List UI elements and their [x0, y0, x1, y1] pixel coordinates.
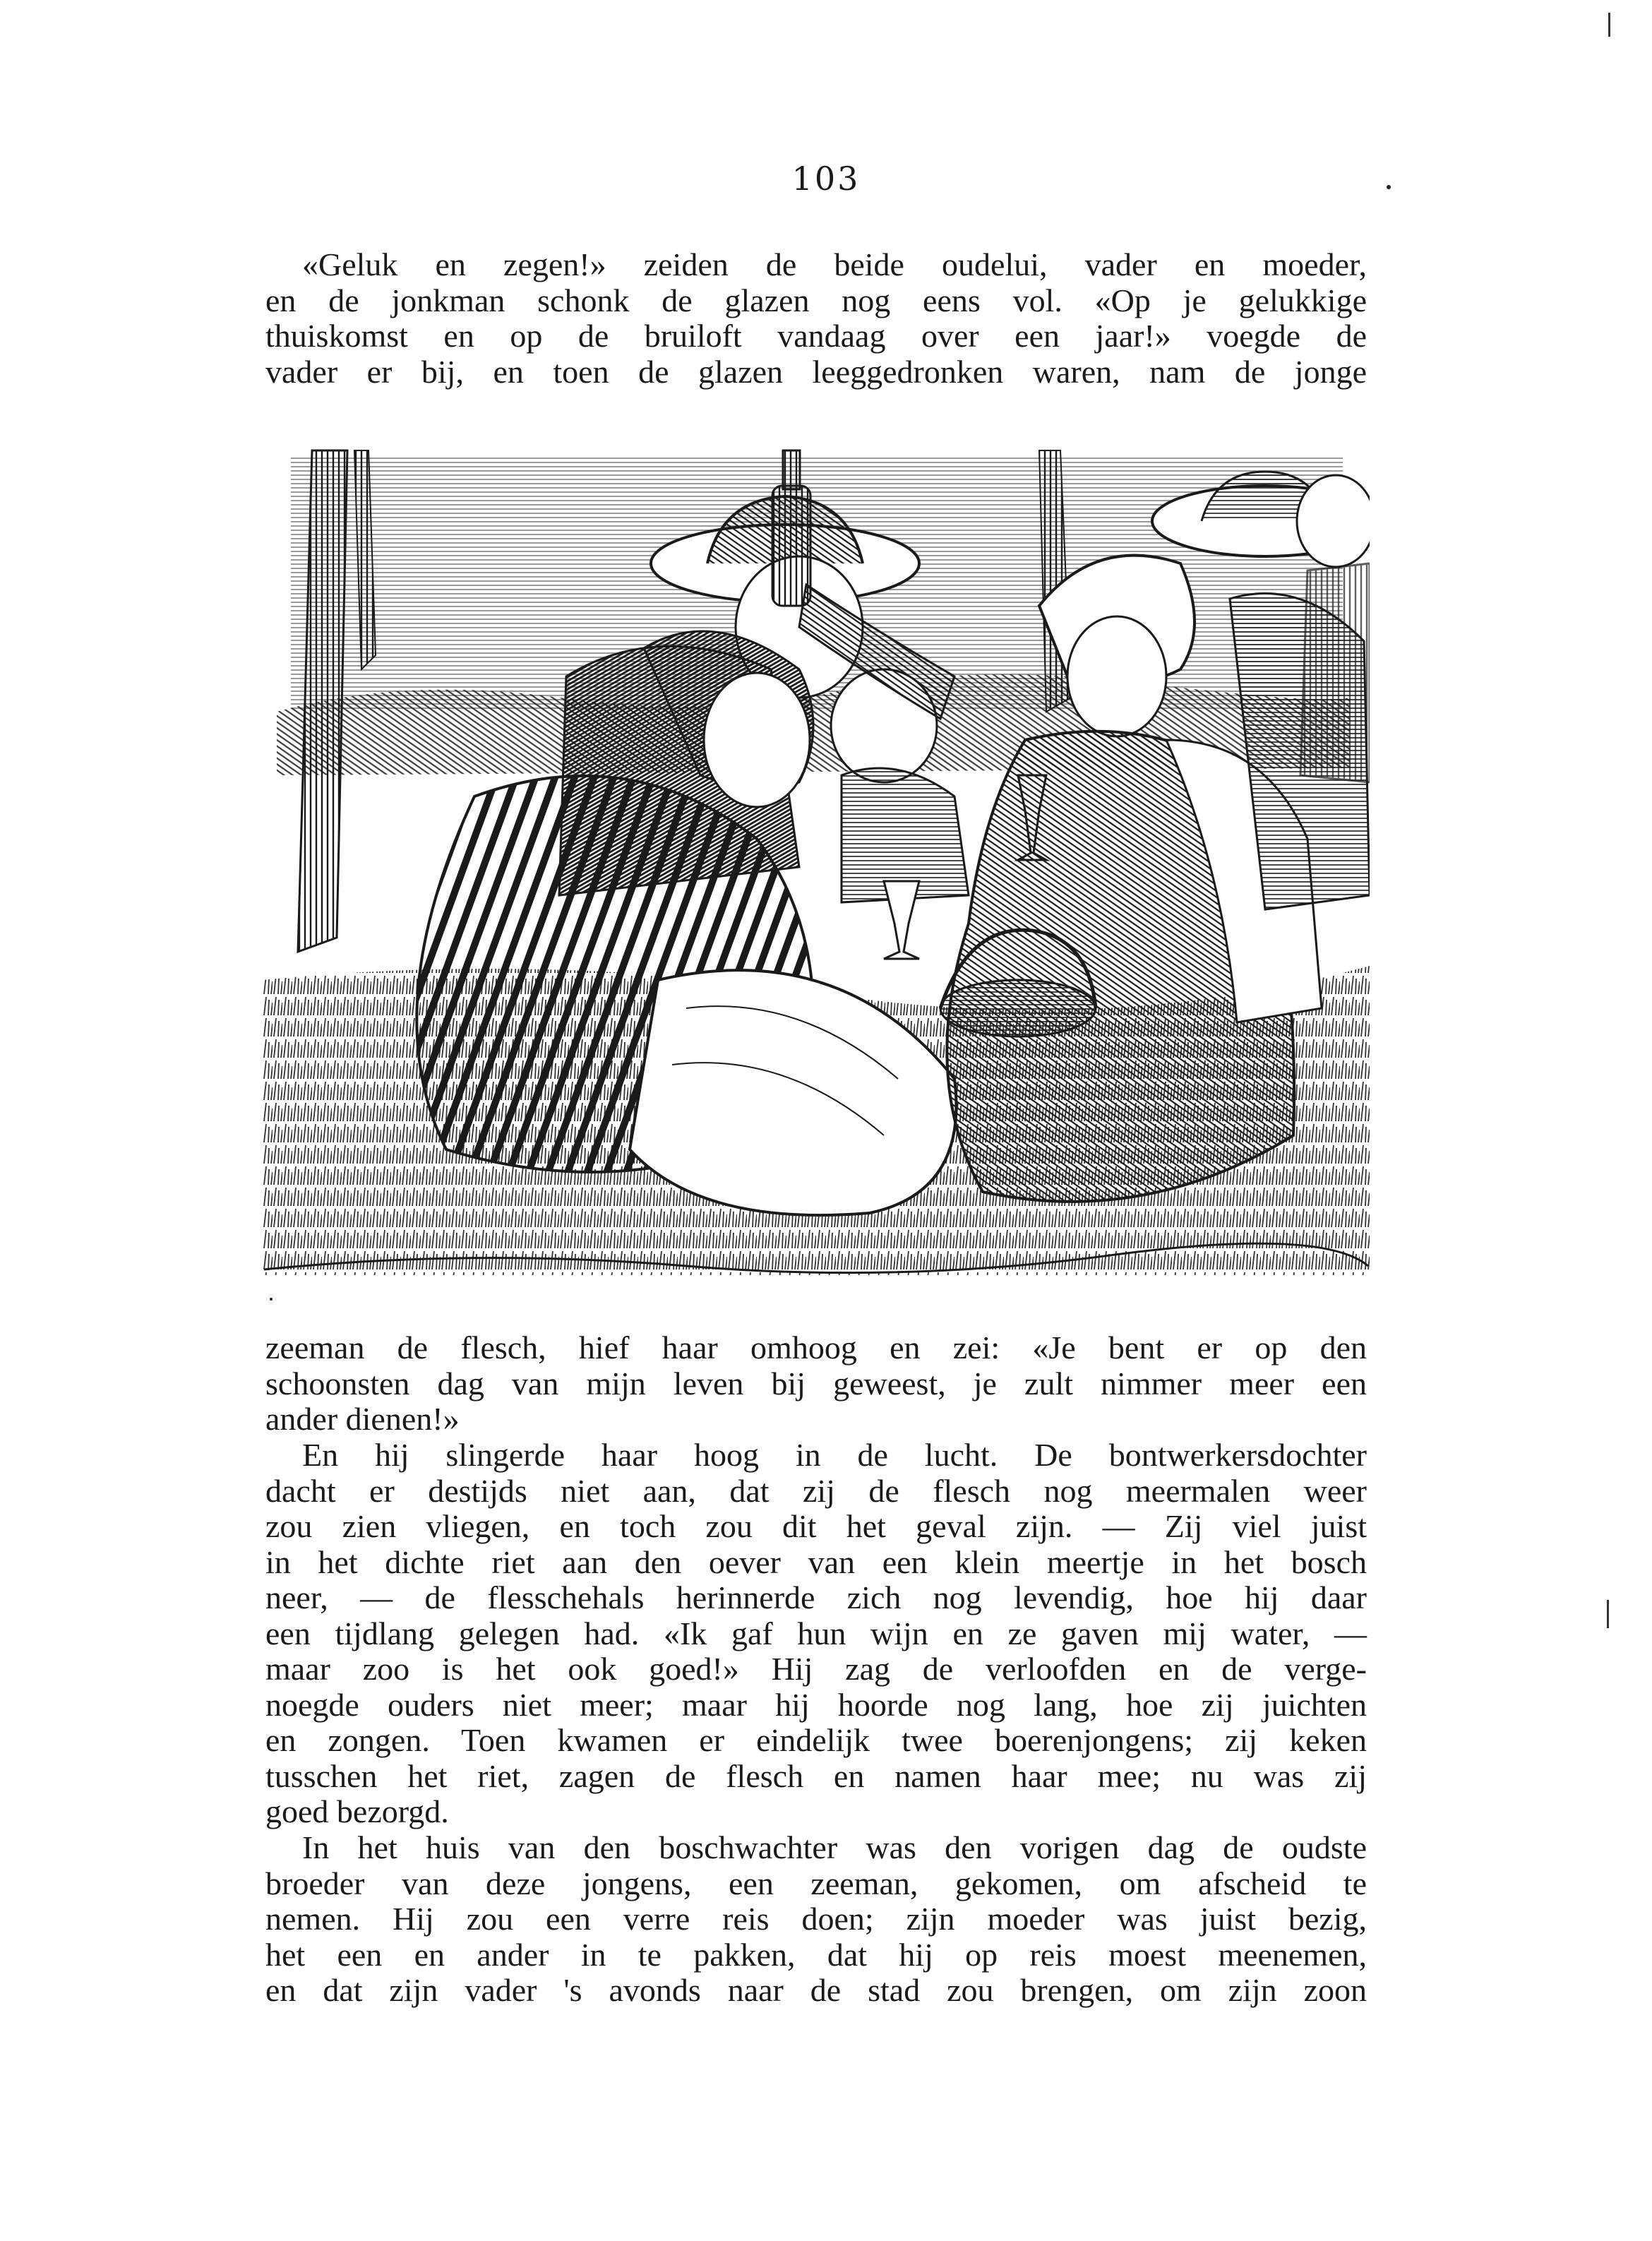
text-line: En hij slingerde haar hoog in de lucht. De bontwerkersdochter [302, 1437, 1367, 1473]
text-line: vader er bij, en toen de glazen leeggedronken waren, nam de jonge [265, 353, 1367, 390]
scan-edge-mark [1607, 1600, 1609, 1628]
text-line: het een en ander in te pakken, dat hij op reis moest meenemen, [265, 1936, 1367, 1973]
text-line: in het dichte riet aan den oever van een klein meertje in het bosch [265, 1543, 1367, 1580]
text-line: ander dienen!» [265, 1401, 460, 1437]
text-line: tusschen het riet, zagen de flesch en namen haar mee; nu was zij [265, 1757, 1367, 1794]
text-line: dacht er destijds niet aan, dat zij de flesch nog meermalen weer [265, 1472, 1367, 1509]
text-line: nemen. Hij zou een verre reis doen; zijn moeder was juist bezig, [265, 1901, 1367, 1937]
text-line: neer, — de flesschehals herinnerde zich nog levendig, hoe hij daar [265, 1579, 1367, 1615]
text-line: noegde ouders niet meer; maar hij hoorde nog lang, hoe zij juichten [265, 1686, 1367, 1723]
paragraph-1 [265, 247, 1367, 390]
text-line: maar zoo is het ook goed!» Hij zag de verloofden en de verge- [265, 1651, 1367, 1687]
engraving-illustration [263, 443, 1370, 1275]
text-line: een tijdlang gelegen had. «Ik gaf hun wijn en ze gaven mij water, — [265, 1615, 1367, 1651]
paragraph-3 [265, 1438, 1367, 1830]
scan-speck [1387, 185, 1391, 189]
text-line: en de jonkman schonk de glazen nog eens vol. «Op je gelukkige [265, 282, 1367, 318]
paragraph-4 [265, 1830, 1367, 2009]
paragraph-2 [265, 1330, 1367, 1438]
scan-speck [270, 1298, 273, 1301]
text-line: thuiskomst en op de bruiloft vandaag over een jaar!» voegde de [265, 318, 1367, 354]
text-line: en dat zijn vader 's avonds naar de stad zou brengen, om zijn zoon [265, 1972, 1367, 2008]
text-line: zou zien vliegen, en toch zou dit het geval zijn. — Zij viel juist [265, 1508, 1367, 1544]
text-line: schoonsten dag van mijn leven bij geweest, je zult nimmer meer een [265, 1365, 1367, 1402]
picnic-scene-engraving [263, 443, 1370, 1275]
text-line: «Geluk en zegen!» zeiden de beide oudelui, vader en moeder, [302, 246, 1367, 282]
text-line: zeeman de flesch, hief haar omhoog en zei: «Je bent er op den [265, 1329, 1367, 1365]
page-number: 103 [791, 160, 861, 198]
text-line: broeder van deze jongens, een zeeman, gekomen, om afscheid te [265, 1865, 1367, 1901]
scan-edge-mark [1608, 13, 1610, 37]
text-line: goed bezorgd. [265, 1793, 449, 1829]
text-line: en zongen. Toen kwamen er eindelijk twee boerenjongens; zij keken [265, 1722, 1367, 1758]
text-line: In het huis van den boschwachter was den vorigen dag de oudste [302, 1829, 1367, 1865]
